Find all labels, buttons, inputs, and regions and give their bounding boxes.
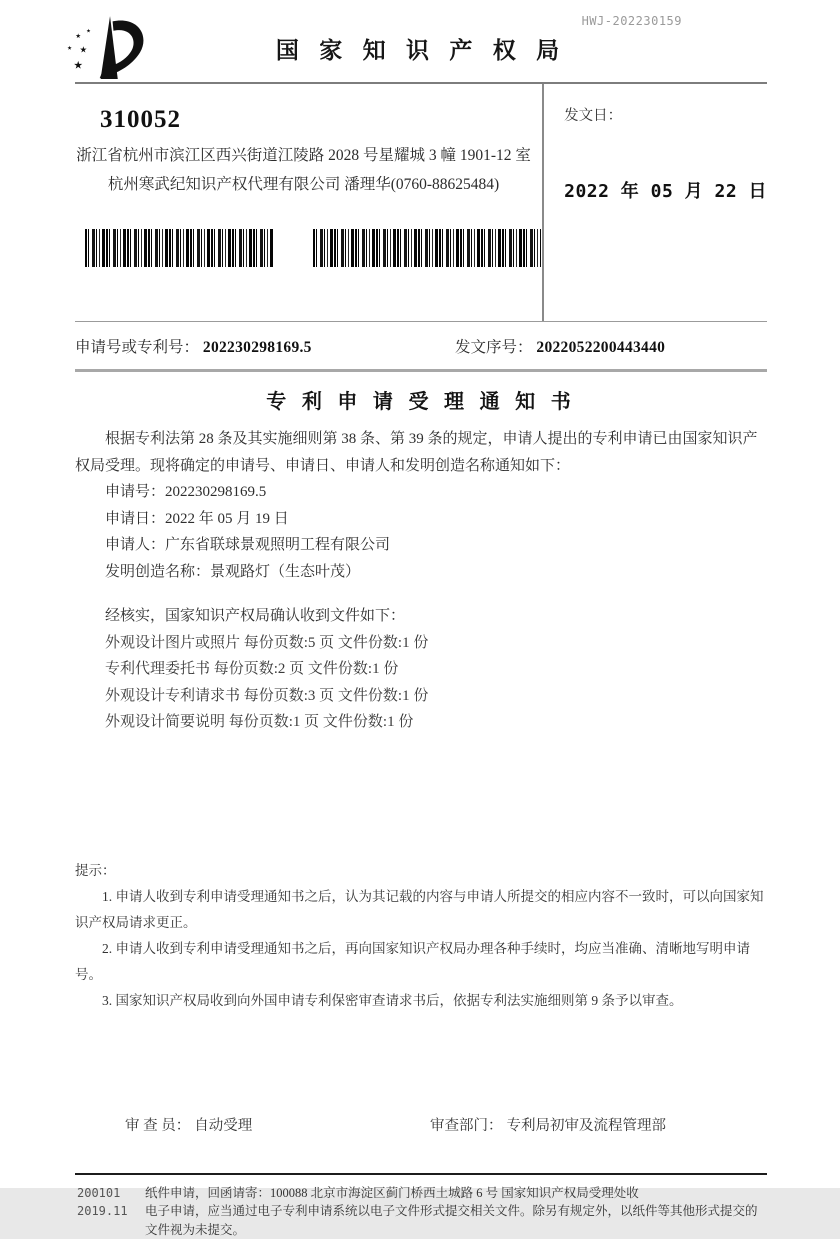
footer-row-paper bbox=[75, 1184, 767, 1203]
tips-section bbox=[75, 858, 767, 1014]
tips-heading: 提示： bbox=[75, 858, 767, 884]
notice-title: 专 利 申 请 受 理 通 知 书 bbox=[75, 385, 767, 414]
serial-number-value: 2022052200443440 bbox=[536, 339, 665, 356]
barcode-group bbox=[85, 229, 542, 267]
examiner-value: 自动受理 bbox=[194, 1118, 252, 1134]
barcode-application bbox=[85, 229, 273, 267]
serial-number-group bbox=[455, 335, 665, 357]
field-applicant: 申请人：广东省联球景观照明工程有限公司 bbox=[75, 532, 767, 559]
notice-body bbox=[75, 426, 767, 736]
serial-number-label: 发文序号： bbox=[455, 339, 533, 356]
postal-code: 310052 bbox=[100, 106, 542, 134]
barcode-serial bbox=[313, 229, 541, 267]
department-group bbox=[430, 1114, 666, 1135]
received-documents-intro: 经核实，国家知识产权局确认收到文件如下： bbox=[75, 603, 767, 630]
intro-paragraph: 根据专利法第 28 条及其实施细则第 38 条、第 39 条的规定，申请人提出的专利申请已由国家知识产权局受理。现将确定的申请号、申请日、申请人和发明创造名称通知如下： bbox=[75, 426, 767, 479]
footer-code: 200101 bbox=[75, 1184, 145, 1203]
issue-date-label: 发文日： bbox=[564, 104, 767, 125]
application-number-label: 申请号或专利号： bbox=[75, 339, 199, 356]
cnipa-logo-icon bbox=[61, 12, 147, 84]
field-invention-title: 发明创造名称：景观路灯（生态叶茂） bbox=[75, 559, 767, 586]
received-doc-line: 外观设计专利请求书 每份页数:3 页 文件份数:1 份 bbox=[75, 683, 767, 710]
footer-code: 2019.11 bbox=[75, 1202, 145, 1239]
issue-date-value: 2022 年 05 月 22 日 bbox=[564, 177, 767, 203]
application-number-group bbox=[75, 335, 455, 357]
department-value: 专利局初审及流程管理部 bbox=[507, 1118, 667, 1134]
footer-note-paper: 纸件申请，回函请寄：100088 北京市海淀区蓟门桥西土城路 6 号 国家知识产权局受理处收 bbox=[145, 1184, 767, 1203]
tip-item: 1. 申请人收到专利申请受理通知书之后，认为其记载的内容与申请人所提交的相应内容不一致时，可以向国家知识产权局请求更正。 bbox=[75, 884, 767, 936]
agency-title: 国 家 知 识 产 权 局 bbox=[75, 0, 767, 65]
received-doc-line: 外观设计简要说明 每份页数:1 页 文件份数:1 份 bbox=[75, 709, 767, 736]
document-numbers-row bbox=[75, 321, 767, 369]
department-label: 审查部门： bbox=[430, 1118, 503, 1134]
masthead bbox=[75, 0, 767, 84]
recipient-block bbox=[75, 84, 542, 321]
received-doc-line: 专利代理委托书 每份页数:2 页 文件份数:1 份 bbox=[75, 656, 767, 683]
header-section bbox=[75, 84, 767, 321]
tip-item: 2. 申请人收到专利申请受理通知书之后，再向国家知识产权局办理各种手续时，均应当准确、清晰地写明申请号。 bbox=[75, 936, 767, 988]
reference-number: HWJ-202230159 bbox=[582, 14, 682, 28]
recipient-agency-line: 杭州寒武纪知识产权代理有限公司 潘理华(0760-88625484) bbox=[75, 171, 542, 200]
footer-notes bbox=[75, 1175, 767, 1239]
footer-note-electronic: 电子申请，应当通过电子专利申请系统以电子文件形式提交相关文件。除另有规定外，以纸件等其他形式提交的文件视为未提交。 bbox=[145, 1202, 767, 1239]
examiner-row bbox=[75, 1114, 767, 1135]
field-filing-date: 申请日：2022 年 05 月 19 日 bbox=[75, 506, 767, 533]
title-bar bbox=[75, 369, 767, 414]
examiner-label: 审 查 员： bbox=[125, 1118, 190, 1134]
field-application-number: 申请号：202230298169.5 bbox=[75, 479, 767, 506]
application-number-value: 202230298169.5 bbox=[203, 339, 312, 356]
tip-item: 3. 国家知识产权局收到向外国申请专利保密审查请求书后，依据专利法实施细则第 9 条予以审查。 bbox=[75, 988, 767, 1014]
received-doc-line: 外观设计图片或照片 每份页数:5 页 文件份数:1 份 bbox=[75, 630, 767, 657]
examiner-group bbox=[125, 1114, 430, 1135]
recipient-address-line: 浙江省杭州市滨江区西兴街道江陵路 2028 号星耀城 3 幢 1901-12 室 bbox=[75, 142, 542, 171]
footer-row-electronic bbox=[75, 1202, 767, 1239]
issue-date-block bbox=[542, 84, 767, 321]
